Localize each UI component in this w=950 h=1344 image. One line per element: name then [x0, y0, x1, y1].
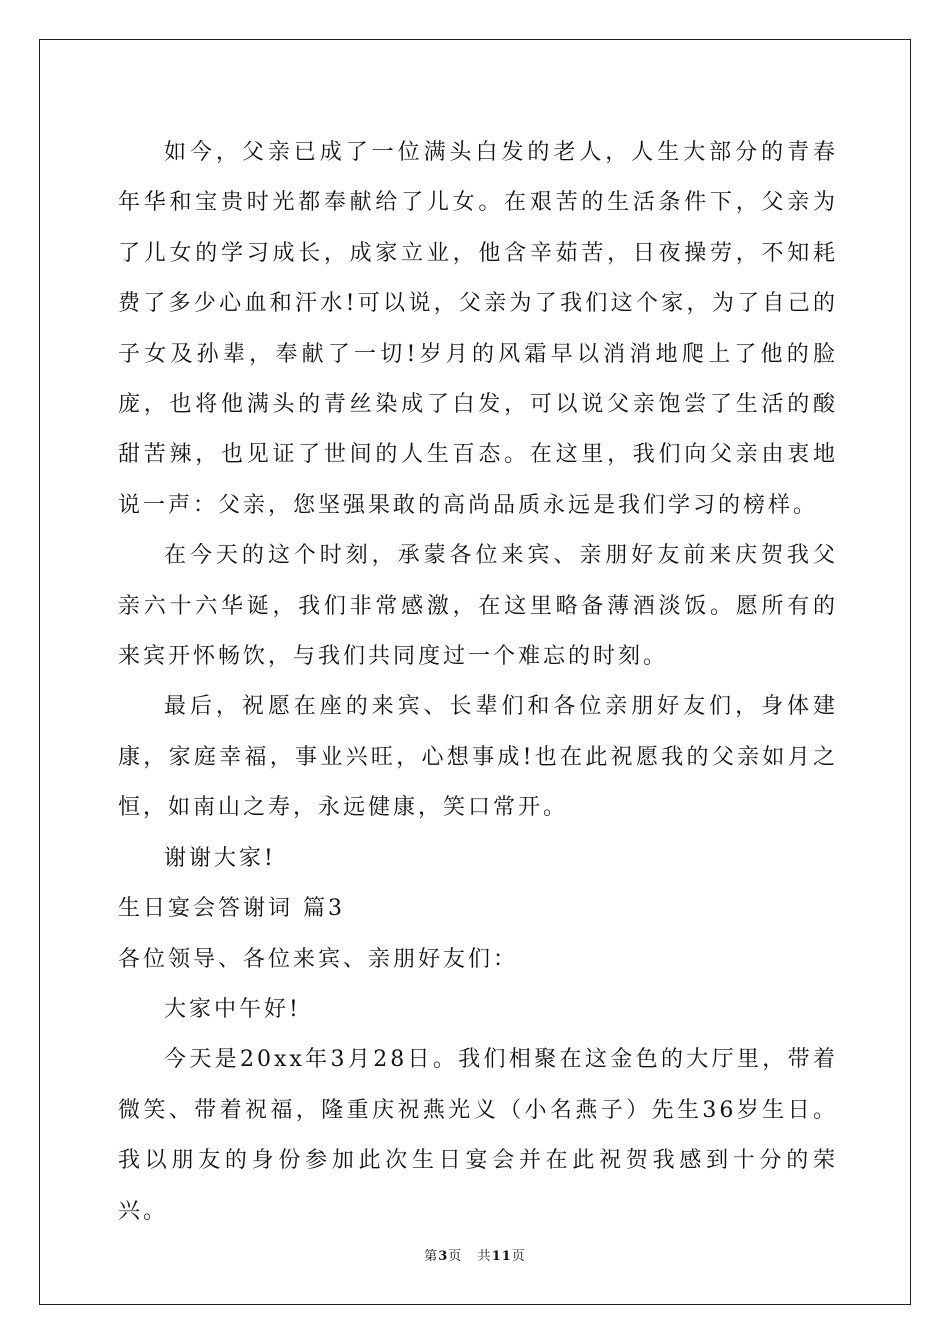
page-number: 3: [438, 1249, 449, 1264]
total-label-unit: 页: [511, 1249, 526, 1264]
thanks-line: 谢谢大家!: [164, 845, 276, 871]
paragraph-blessing: 最后，祝愿在座的来宾、长辈们和各位亲朋好友们，身体建康，家庭幸福，事业兴旺，心想事成!也在此祝愿我的父亲如月之恒，如南山之寿，永远健康，笑口常开。: [118, 694, 838, 821]
section-title: 生日宴会答谢词 篇3: [118, 896, 345, 922]
document-body: [118, 128, 838, 1237]
total-pages: 11: [491, 1249, 512, 1264]
page-footer: [0, 1245, 950, 1264]
paragraph-father-tribute: 如今，父亲已成了一位满头白发的老人，人生大部分的青春年华和宝贵时光都奉献给了儿女。在艰苦的生活条件下，父亲为了儿女的学习成长，成家立业，他含辛茹苦，日夜操劳，不知耗费了多少心血和汗水!可以说，父亲为了我们这个家，为了自己的子女及孙辈，奉献了一切!岁月的风霜早以消消地爬上了他的脸庞，也将他满头的青丝染成了白发，可以说父亲饱尝了生活的酸甜苦辣，也见证了世间的人生百态。在这里，我们向父亲由衷地说一声：父亲，您坚强果敢的高尚品质永远是我们学习的榜样。: [118, 140, 838, 518]
total-label-prefix: 共: [477, 1249, 492, 1264]
paragraph-celebration: 在今天的这个时刻，承蒙各位来宾、亲朋好友前来庆贺我父亲六十六华诞，我们非常感激，在这里略备薄酒淡饭。愿所有的来宾开怀畅饮，与我们共同度过一个难忘的时刻。: [118, 543, 838, 670]
greeting-line: 大家中午好!: [164, 996, 301, 1022]
page-label-prefix: 第: [424, 1249, 439, 1264]
paragraph-birthday-intro: 今天是20xx年3月28日。我们相聚在这金色的大厅里，带着微笑、带着祝福，隆重庆祝燕光义（小名燕子）先生36岁生日。我以朋友的身份参加此次生日宴会并在此祝贺我感到十分的荣兴。: [118, 1047, 838, 1224]
page-label-unit: 页: [448, 1249, 463, 1264]
salutation: 各位领导、各位来宾、亲朋好友们：: [118, 946, 519, 972]
